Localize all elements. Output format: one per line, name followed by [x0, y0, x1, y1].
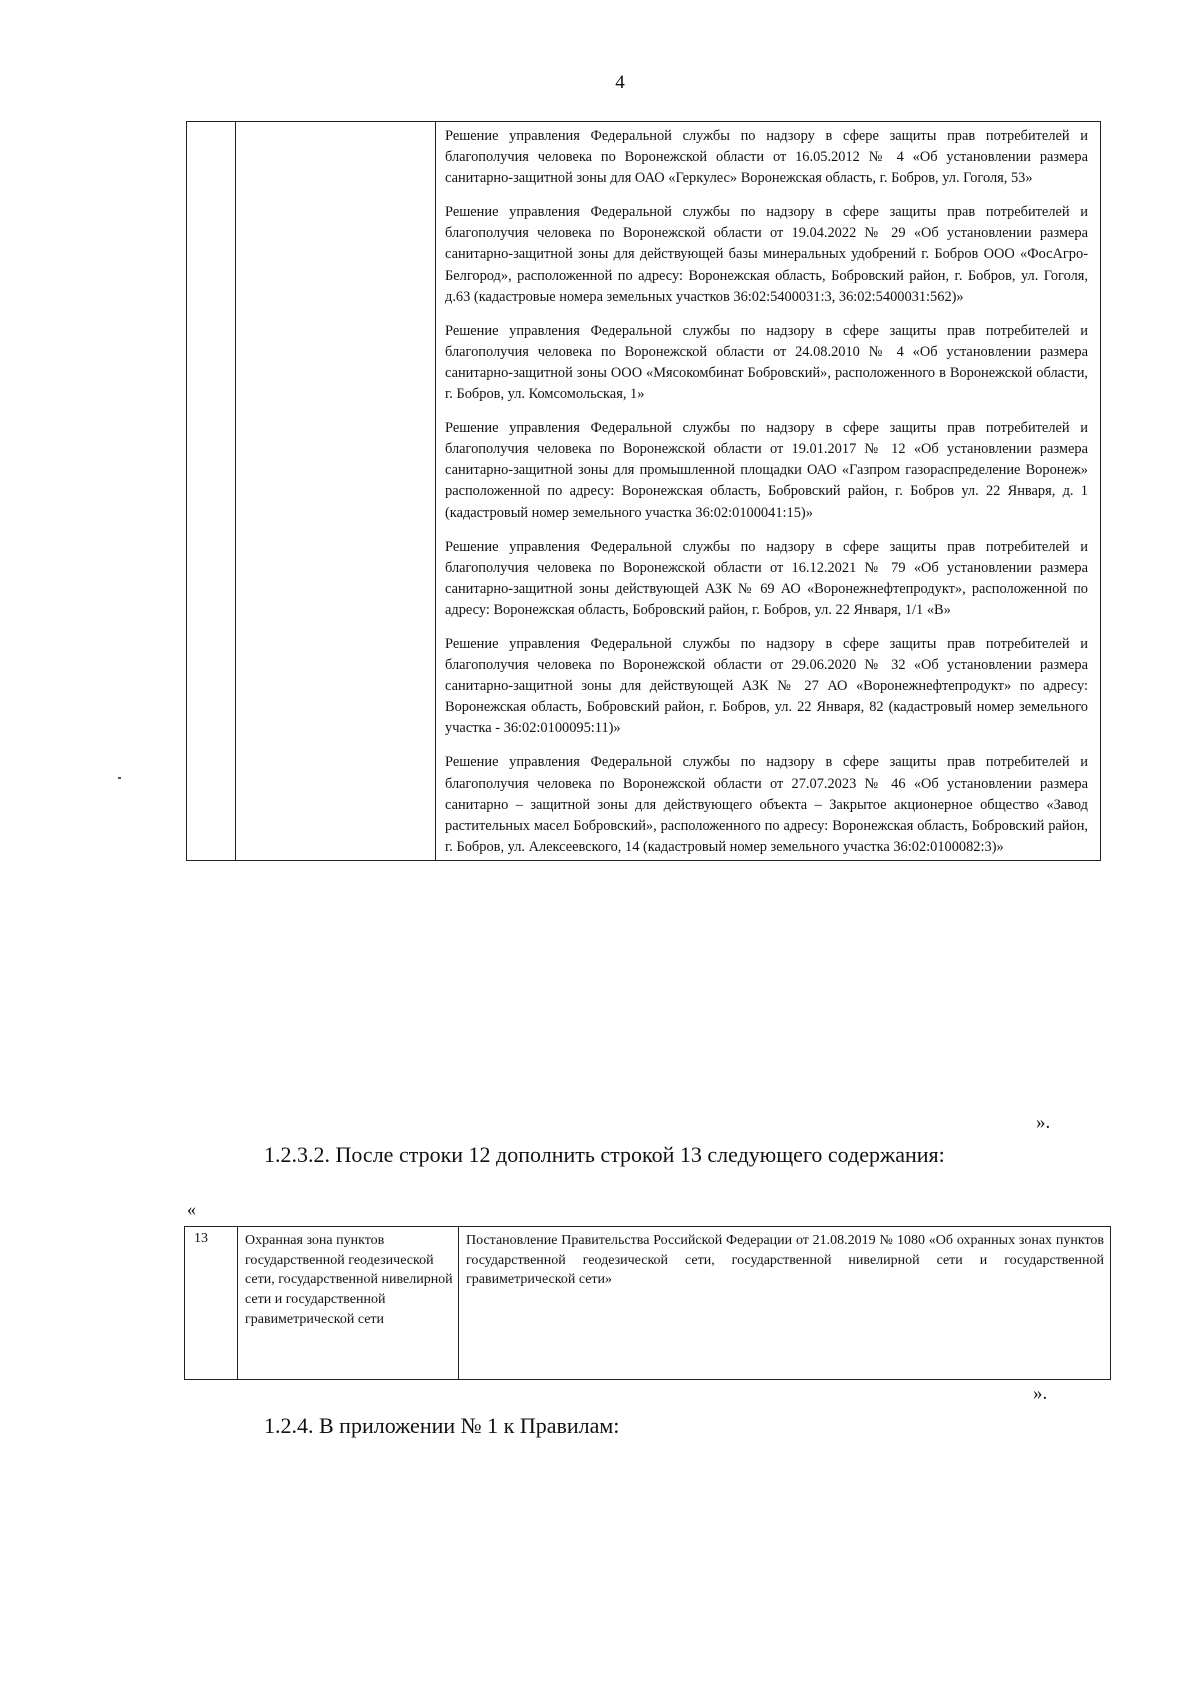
page-number: 4 — [615, 72, 625, 93]
scan-artifact — [118, 777, 121, 779]
decision-paragraph: Решение управления Федеральной службы по надзору в сфере защиты прав потребителей и благополучия человека по Воронежской области от 16.05.2012 № 4 «Об установлении размера санитарно-защитной зоны для ОАО «Геркулес» Воронежская область, г. Бобров, ул. Гоголя, 53» — [445, 128, 1088, 187]
decision-paragraph: Решение управления Федеральной службы по надзору в сфере защиты прав потребителей и благополучия человека по Воронежской области от 27.07.2023 № 46 «Об установлении размера санитарно – защитной зоны для действующего объекта – Закрытое акционерное общество «Завод растительных масел Бобровский», расположенного по адресу: Воронежская область, Бобровский район, г. Бобров, ул. Алексеевского, 14 (кадастровый номер земельного участка 36:02:0100082:3)» — [445, 754, 1088, 855]
decision-paragraph: Решение управления Федеральной службы по надзору в сфере защиты прав потребителей и благополучия человека по Воронежской области от 29.06.2020 № 32 «Об установлении размера санитарно-защитной зоны для действующей АЗК № 27 АО «Воронежнефтепродукт» по адресу: Воронежская область, Бобровский район, г. Бобров, ул. 22 Января, 82 (кадастровый номер земельного участка - 36:02:0100095:11)» — [445, 635, 1088, 737]
section-1-2-4: 1.2.4. В приложении № 1 к Правилам: — [264, 1413, 620, 1438]
row-number-cell — [187, 122, 236, 861]
zone-name-cell — [236, 122, 436, 861]
row-number-cell: 13 — [185, 1227, 238, 1380]
decision-paragraph: Решение управления Федеральной службы по надзору в сфере защиты прав потребителей и благополучия человека по Воронежской области от 16.12.2021 № 79 «Об установлении размера санитарно-защитной зоны действующей АЗК № 69 АО «Воронежнефтепродукт», расположенной по адресу: Воронежская область, Бобровский район, г. Бобров, ул. 22 Января, 1/1 «В» — [445, 538, 1088, 618]
opening-quote: « — [187, 1199, 196, 1219]
table-row — [187, 122, 1101, 861]
zone-name-cell: Охранная зона пунктов государственной геодезической сети, государственной нивелирной сети и государственной гравиметрической сети — [238, 1227, 459, 1380]
closing-quote: ». — [1033, 1383, 1048, 1404]
table-row — [185, 1227, 1111, 1380]
legal-basis-cell: Постановление Правительства Российской Федерации от 21.08.2019 № 1080 «Об охранных зонах пунктов государственной геодезической сети, государственной нивелирной сети и государственной гравиметрической сети» — [459, 1227, 1111, 1380]
legal-basis-cell — [436, 122, 1101, 861]
zones-table-continued — [186, 121, 1101, 861]
closing-quote: ». — [1036, 1112, 1051, 1133]
section-1-2-3-2 — [186, 1139, 1060, 1170]
decision-paragraph: Решение управления Федеральной службы по надзору в сфере защиты прав потребителей и благополучия человека по Воронежской области от 19.04.2022 № 29 «Об установлении размера санитарно-защитной зоны для действующей базы минеральных удобрений г. Бобров ООО «ФосАгро-Белгород», расположенной по адресу: Воронежская область, Бобровский район, г. Бобров, ул. Гоголя, д.63 (кадастровые номера земельных участков 36:02:5400031:3, 36:02:5400031:562)» — [445, 204, 1088, 305]
zones-table-new-row — [184, 1226, 1111, 1380]
decision-paragraph: Решение управления Федеральной службы по надзору в сфере защиты прав потребителей и благополучия человека по Воронежской области от 24.08.2010 № 4 «Об установлении размера санитарно-защитной зоны ООО «Мясокомбинат Бобровский», расположенного в Воронежской области, г. Бобров, ул. Комсомольская, 1» — [445, 322, 1088, 403]
section-text: 1.2.3.2. После строки 12 дополнить строкой 13 следующего содержания: — [264, 1142, 945, 1167]
decision-paragraph: Решение управления Федеральной службы по надзору в сфере защиты прав потребителей и благополучия человека по Воронежской области от 19.01.2017 № 12 «Об установлении размера санитарно-защитной зоны для промышленной площадки ОАО «Газпром газораспределение Воронеж» расположенной по адресу: Воронежская область, Бобровский район, г. Бобров ул. 22 Января, д. 1 (кадастровый номер земельного участка 36:02:0100041:15)» — [445, 420, 1088, 521]
